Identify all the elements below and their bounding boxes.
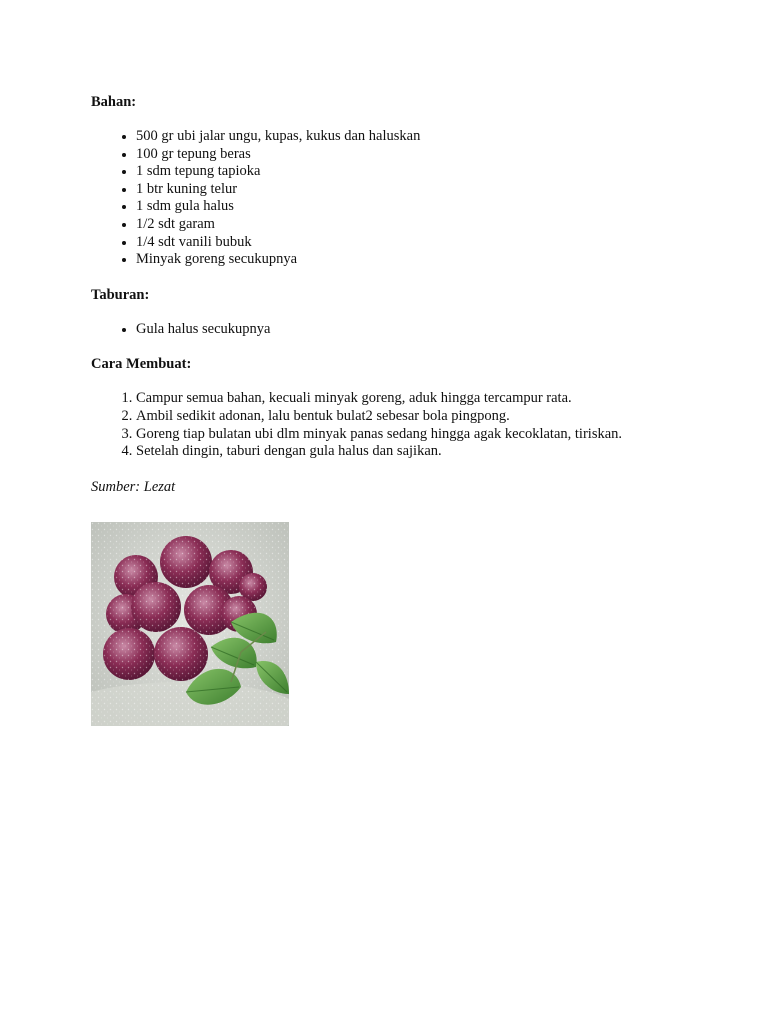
- source-credit: Sumber: Lezat: [91, 478, 176, 495]
- cara-membuat-heading: Cara Membuat:: [91, 356, 192, 373]
- list-item: • 1/2 sdt garam: [136, 216, 711, 234]
- taburan-heading: Taburan:: [91, 286, 150, 303]
- recipe-photo: [91, 522, 289, 726]
- taburan-list: [91, 321, 711, 339]
- list-item: • 1 sdm gula halus: [136, 198, 711, 216]
- list-item: • 1 btr kuning telur: [136, 181, 711, 199]
- cara-membuat-list: [91, 390, 711, 460]
- step-item: 4. Setelah dingin, taburi dengan gula halus dan sajikan.: [136, 443, 711, 461]
- list-item: • Minyak goreng secukupnya: [136, 251, 711, 269]
- list-item: • 100 gr tepung beras: [136, 146, 711, 164]
- list-item: • 1/4 sdt vanili bubuk: [136, 234, 711, 252]
- step-item: 2. Ambil sedikit adonan, lalu bentuk bulat2 sebesar bola pingpong.: [136, 408, 711, 426]
- list-item: • 500 gr ubi jalar ungu, kupas, kukus dan haluskan: [136, 128, 711, 146]
- step-item: 3. Goreng tiap bulatan ubi dlm minyak panas sedang hingga agak kecoklatan, tiriskan.: [136, 426, 711, 444]
- bahan-heading: Bahan:: [91, 94, 137, 110]
- bahan-list: [91, 128, 711, 269]
- step-item: 1. Campur semua bahan, kecuali minyak goreng, aduk hingga tercampur rata.: [136, 390, 711, 408]
- list-item: • 1 sdm tepung tapioka: [136, 163, 711, 181]
- recipe-document: [91, 92, 711, 497]
- list-item: • Gula halus secukupnya: [136, 321, 711, 339]
